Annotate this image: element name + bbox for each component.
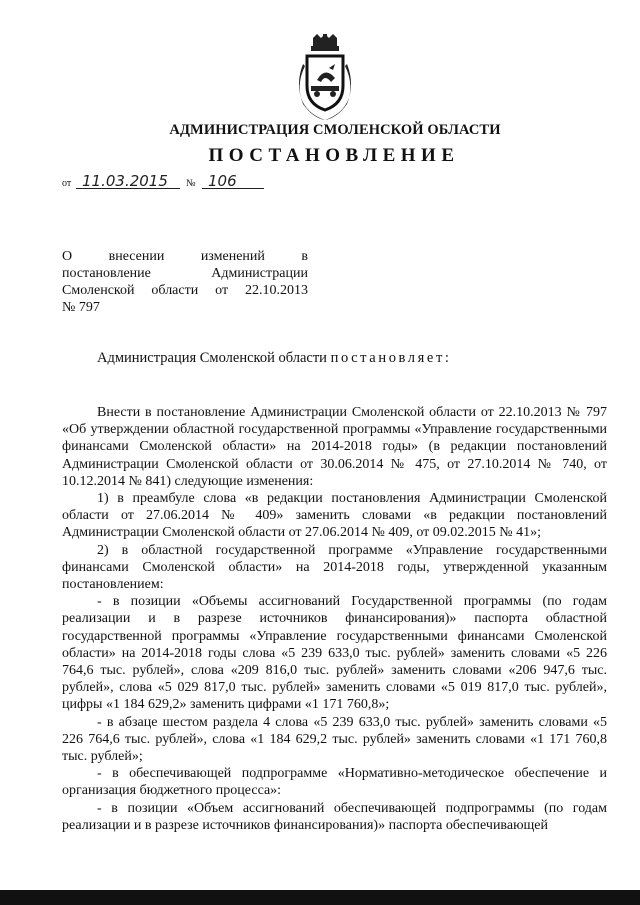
subject-word: области [151,283,199,298]
subject-word: от [215,283,229,298]
subject-word: О [62,249,73,264]
subject-word: постановление [62,266,151,281]
date-value: 11.03.2015 [82,172,168,190]
date-number-line [62,172,282,192]
subject-line [62,282,308,299]
body-paragraph: 1) в преамбуле слова «в редакции постановления Администрации Смоленской области от 27.06.2014 № 409» заменить словами «в редакции постановлений Администрации Смоленской области от 27.06.2014 № 409, от 09.02.2015 № 41»; [62,491,607,541]
body-paragraph: - в обеспечивающей подпрограмме «Нормативно-методическое обеспечение и организация бюджетного процесса»: [62,766,607,799]
date-label: от [62,178,72,189]
subject-word: в [301,249,308,264]
subject-word: внесении [108,249,165,264]
subject-word: Администрации [211,266,308,281]
preamble-prefix: Администрация Смоленской области [97,350,331,366]
subject-word: Смоленской [62,283,135,298]
preamble [97,350,452,367]
preamble-verb: постановляет: [330,350,452,366]
document-subject [62,248,308,316]
document-type-title: ПОСТАНОВЛЕНИЕ [208,145,460,166]
subject-line [62,248,308,265]
subject-word: изменений [200,249,265,264]
organization-title: АДМИНИСТРАЦИЯ СМОЛЕНСКОЙ ОБЛАСТИ [169,122,501,138]
coat-of-arms-icon [293,34,357,122]
subject-line [62,265,308,282]
body-paragraph: - в абзаце шестом раздела 4 слова «5 239 633,0 тыс. рублей» заменить словами «5 226 764,6 тыс. рублей», слова «1 184 629,2 тыс. рублей» заменить словами «1 171 760,8 тыс. рублей»; [62,714,607,765]
subject-line [62,299,308,316]
body-paragraph: Внести в постановление Администрации Смоленской области от 22.10.2013 № 797 «Об утверждении областной государственной программы «Управление государственными финансами Смоленской области» на 2014-2018 годы» (в редакции постановлений Администрации Смоленской области от 30.06.2014 № 475, от 27.10.2014 № 740, от 10.12.2014 № 841) следующие изменения: [62,405,607,489]
subject-word: № 797 [62,300,100,315]
subject-word: 22.10.2013 [244,283,308,298]
body-paragraph: - в позиции «Объем ассигнований обеспечивающей подпрограммы (по годам реализации и в разрезе источников финансирования)» паспорта обеспечивающей [62,800,607,833]
scan-edge-bar [0,890,640,905]
body-paragraph: - в позиции «Объемы ассигнований Государственной программы (по годам реализации и в разрезе источников финансирования)» паспорта областной государственной программы «Управление государственными финансами Смоленской области» на 2014-2018 годы слова «5 239 633,0 тыс. рублей» заменить словами «5 226 764,6 тыс. рублей», слова «209 816,0 тыс. рублей» заменить словами «206 947,6 тыс. рублей», слова «5 029 817,0 тыс. рублей» заменить словами «5 019 817,0 тыс. рублей», цифры «1 184 629,2» заменить цифрами «1 171 760,8»; [62,594,607,713]
number-value: 106 [208,172,237,190]
number-label: № [186,178,196,189]
body-paragraph: 2) в областной государственной программе «Управление государственными финансами Смоленской области» на 2014-2018 годы, утвержденной указанным постановлением: [62,542,607,593]
document-body [62,404,607,834]
